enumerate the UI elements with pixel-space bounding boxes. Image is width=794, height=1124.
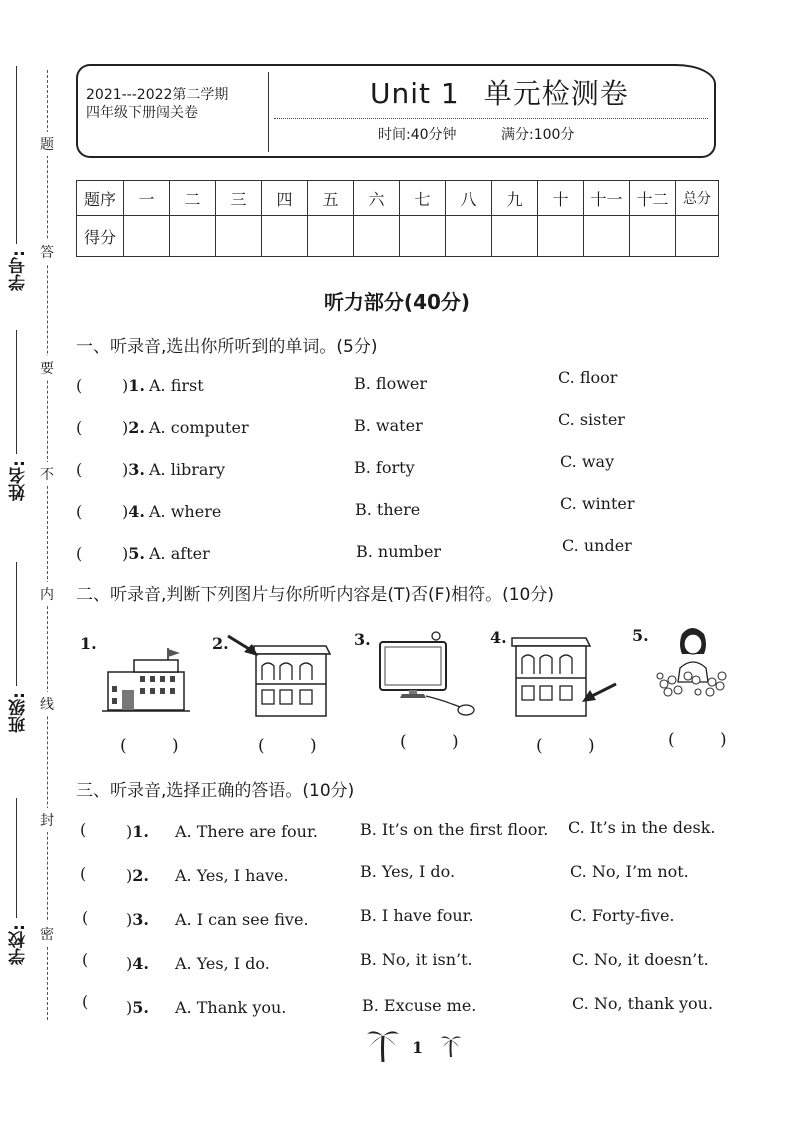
option-c: C. Forty-five. [570, 906, 675, 925]
score-cell[interactable] [262, 216, 308, 257]
score-cell[interactable] [308, 216, 354, 257]
column-header: 九 [492, 181, 538, 216]
part2-heading: 二、听录音,判断下列图片与你所听内容是(T)否(F)相符。(10分) [76, 585, 554, 605]
score-cell[interactable] [400, 216, 446, 257]
binding-char: 封 [40, 808, 54, 832]
picture-number: 4. [490, 628, 507, 647]
exam-header [76, 64, 716, 158]
option-a: A. first [149, 376, 204, 395]
part3-item: ( )2. A. Yes, I have. B. Yes, I do. C. No, I’m not. [80, 862, 689, 885]
unit-label: Unit 1 [370, 77, 460, 110]
option-a: A. I can see five. [175, 910, 309, 929]
column-header: 四 [262, 181, 308, 216]
unit-title [370, 72, 629, 112]
option-a: A. Thank you. [175, 998, 287, 1017]
column-header: 一 [124, 181, 170, 216]
option-a: A. where [149, 502, 222, 521]
part1-item: ( )1. A. first B. flower C. floor [76, 368, 618, 395]
picture-number: 1. [80, 634, 97, 653]
score-table-header-row [77, 181, 719, 216]
score-cell[interactable] [630, 216, 676, 257]
exam-meta [378, 124, 614, 144]
part3-heading: 三、听录音,选择正确的答语。(10分) [76, 781, 355, 801]
class-label: 班级: [9, 692, 29, 733]
section-title: 听力部分(40分) [323, 290, 471, 314]
building-arrow-top-icon [226, 632, 336, 720]
part3-item: ( )4. A. Yes, I do. B. No, it isn’t. C. No, it doesn’t. [82, 950, 709, 973]
column-header-total: 总分 [676, 181, 719, 216]
header-dotted-line [274, 118, 708, 119]
school-line[interactable] [16, 798, 17, 918]
part1-item: ( )5. A. after B. number C. under [76, 536, 632, 563]
score-cell[interactable] [446, 216, 492, 257]
part3-item: ( )3. A. I can see five. B. I have four. C. Forty-five. [82, 906, 675, 929]
picture-number: 3. [354, 630, 371, 649]
option-b: B. forty [354, 458, 415, 477]
option-b: B. It’s on the first floor. [360, 820, 549, 839]
answer-paren[interactable]: ( ) [120, 736, 199, 756]
option-c: C. winter [560, 494, 635, 513]
column-header: 二 [170, 181, 216, 216]
option-a: A. Yes, I have. [175, 866, 289, 885]
binding-char: 不 [40, 462, 54, 486]
header-divider [268, 72, 269, 152]
term-info [86, 86, 228, 122]
column-header: 五 [308, 181, 354, 216]
option-c: C. No, I’m not. [570, 862, 689, 881]
score-cell-total[interactable] [676, 216, 719, 257]
name-label: 姓名: [9, 460, 29, 501]
binding-char: 题 [40, 132, 54, 156]
girl-with-flowers-icon [654, 624, 730, 700]
option-c: C. way [560, 452, 615, 471]
option-a: A. library [149, 460, 226, 479]
score-cell[interactable] [354, 216, 400, 257]
test-title: 单元检测卷 [483, 77, 629, 110]
score-table-score-row [77, 216, 719, 257]
part1-item: ( )2. A. computer B. water C. sister [76, 410, 625, 437]
answer-paren[interactable]: ( ) [400, 732, 479, 752]
part3-item: ( )5. A. Thank you. B. Excuse me. C. No, thank you. [82, 992, 714, 1017]
answer-paren[interactable]: ( ) [668, 730, 747, 750]
score-cell[interactable] [216, 216, 262, 257]
option-b: B. Yes, I do. [360, 862, 456, 881]
option-a: A. after [149, 544, 210, 563]
row-label-score: 得分 [77, 216, 124, 257]
binding-char: 答 [40, 240, 54, 264]
option-c: C. under [562, 536, 632, 555]
part1-item: ( )4. A. where B. there C. winter [76, 494, 635, 521]
option-c: C. No, thank you. [572, 994, 714, 1013]
option-a: A. There are four. [175, 822, 318, 841]
computer-monitor-icon [376, 630, 480, 718]
building-arrow-bottom-icon [508, 632, 620, 720]
class-line[interactable] [16, 562, 17, 686]
binding-char: 内 [40, 582, 54, 606]
column-header: 八 [446, 181, 492, 216]
option-a: A. computer [149, 418, 249, 437]
term-line-2: 四年级下册闯关卷 [86, 105, 198, 121]
name-line[interactable] [16, 330, 17, 454]
term-line-1: 2021---2022第二学期 [86, 87, 229, 103]
score-cell[interactable] [584, 216, 630, 257]
palm-tree-icon [366, 1024, 400, 1064]
row-label-order: 题序 [77, 181, 124, 216]
part1-heading: 一、听录音,选出你所听到的单词。(5分) [76, 337, 378, 357]
exam-full-score: 满分:100分 [500, 127, 575, 143]
binding-char: 密 [40, 922, 54, 946]
binding-char: 线 [40, 692, 54, 716]
exam-time: 时间:40分钟 [378, 127, 457, 143]
score-table [76, 180, 719, 257]
option-b: B. flower [354, 374, 428, 393]
option-a: A. Yes, I do. [175, 954, 270, 973]
student-id-line[interactable] [16, 66, 17, 244]
option-b: B. number [356, 542, 442, 561]
score-cell[interactable] [170, 216, 216, 257]
option-c: C. floor [558, 368, 618, 387]
score-cell[interactable] [538, 216, 584, 257]
score-cell[interactable] [492, 216, 538, 257]
picture-number: 2. [212, 634, 229, 653]
option-b: B. No, it isn’t. [360, 950, 473, 969]
option-b: B. water [354, 416, 423, 435]
school-label: 学校: [9, 924, 29, 965]
picture-number: 5. [632, 626, 649, 645]
part3-item: ( )1. A. There are four. B. It’s on the first floor. C. It’s in the desk. [80, 818, 716, 841]
column-header: 十二 [630, 181, 676, 216]
column-header: 六 [354, 181, 400, 216]
option-b: B. there [355, 500, 421, 519]
option-c: C. It’s in the desk. [568, 818, 716, 837]
option-c: C. No, it doesn’t. [572, 950, 709, 969]
binding-dashed-line [47, 70, 48, 1020]
column-header: 十一 [584, 181, 630, 216]
column-header: 七 [400, 181, 446, 216]
answer-paren[interactable]: ( ) [258, 736, 337, 756]
option-b: B. I have four. [360, 906, 474, 925]
school-building-icon [100, 646, 192, 714]
palm-tree-small-icon [440, 1032, 462, 1058]
page-number: 1 [412, 1038, 424, 1057]
answer-paren[interactable]: ( ) [536, 736, 615, 756]
column-header: 三 [216, 181, 262, 216]
part1-item: ( )3. A. library B. forty C. way [76, 452, 615, 479]
student-id-label: 学号: [9, 250, 29, 291]
binding-char: 要 [40, 356, 54, 380]
option-b: B. Excuse me. [362, 996, 477, 1015]
score-cell[interactable] [124, 216, 170, 257]
column-header: 十 [538, 181, 584, 216]
option-c: C. sister [558, 410, 625, 429]
